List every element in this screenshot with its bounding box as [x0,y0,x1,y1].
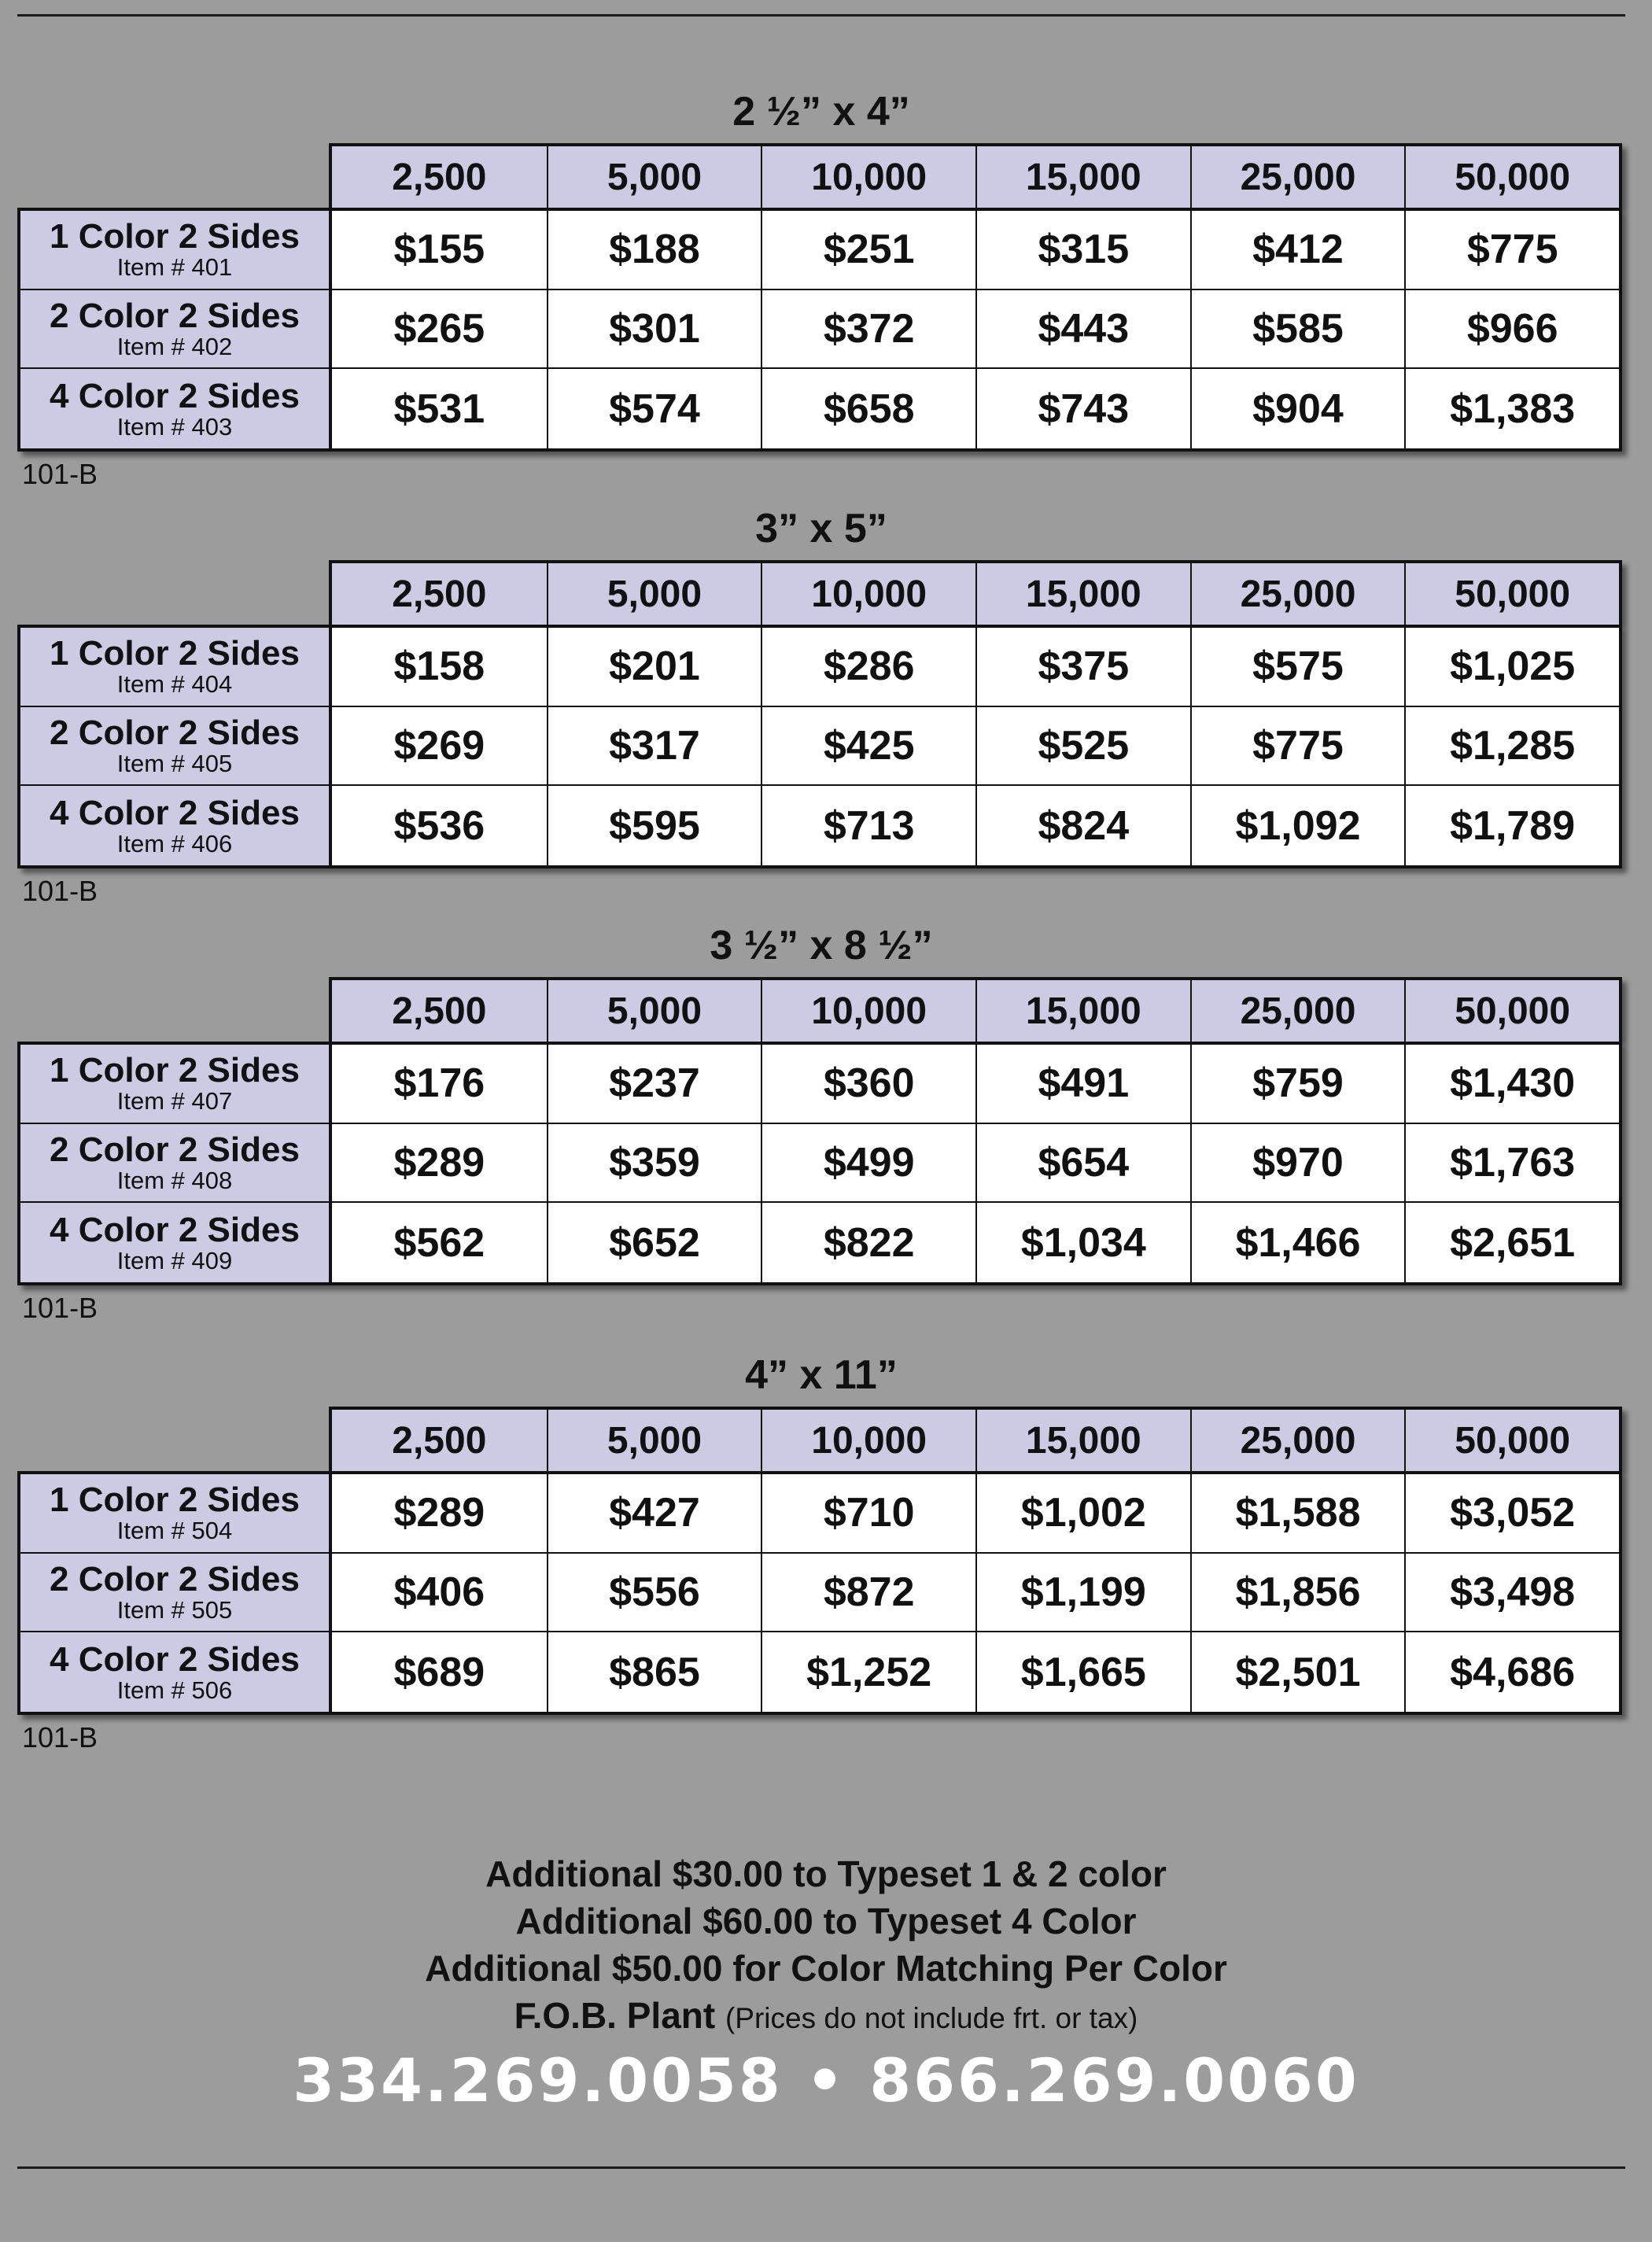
product-code: 101-B [22,458,98,490]
row-label [20,786,332,865]
price-cell: $966 [1404,290,1619,370]
color-option-label: 4 Color 2 Sides [50,793,300,832]
row-label [20,369,332,448]
item-number: Item # 504 [116,1517,233,1545]
price-table [17,1471,1622,1715]
price-cell: $372 [761,290,975,370]
price-table [17,625,1622,868]
quantity-header [329,1407,1622,1471]
price-cell: $710 [761,1474,975,1554]
color-matching-note: Additional $50.00 for Color Matching Per Color [425,1948,1227,1989]
price-cell: $315 [975,211,1190,290]
color-option-label: 2 Color 2 Sides [50,1130,300,1169]
footer [0,1850,1652,2115]
size-title: 3 ½” x 8 ½” [710,923,933,968]
fob-note: (Prices do not include frt. or tax) [725,2002,1138,2034]
price-cell: $574 [547,369,761,448]
row-label [20,1474,332,1554]
price-cell: $536 [393,802,485,849]
price-cell: $1,252 [761,1632,975,1712]
price-cell: $286 [761,628,975,707]
size-title: 4” x 11” [745,1352,898,1398]
price-cell: $1,665 [975,1632,1190,1712]
price-cell: $689 [393,1649,485,1695]
quantity-header-cell: 50,000 [1404,1410,1619,1471]
color-option-label: 1 Color 2 Sides [50,634,300,673]
quantity-header-cell: 15,000 [975,980,1190,1042]
quantity-header-cell: 2,500 [392,990,487,1032]
price-cell: $743 [975,369,1190,448]
row-label [20,628,332,707]
size-title: 2 ½” x 4” [732,89,910,135]
price-cell: $658 [761,369,975,448]
price-cell: $1,199 [975,1554,1190,1633]
bottom-rule [17,2166,1625,2169]
price-cell: $1,588 [1190,1474,1405,1554]
quantity-header-cell: 5,000 [547,146,761,208]
row-label [20,1045,332,1124]
price-cell: $301 [547,290,761,370]
row-label [20,707,332,787]
quantity-header [329,977,1622,1042]
quantity-header-cell: 5,000 [547,980,761,1042]
price-cell: $427 [547,1474,761,1554]
price-cell: $4,686 [1404,1632,1619,1712]
item-number: Item # 409 [116,1246,233,1274]
price-cell: $654 [975,1124,1190,1204]
price-cell: $269 [332,707,547,787]
quantity-header-cell: 50,000 [1404,146,1619,208]
item-number: Item # 407 [116,1087,233,1115]
size-title: 3” x 5” [755,506,887,551]
price-cell: $499 [761,1124,975,1204]
price-cell: $970 [1190,1124,1405,1204]
quantity-header-cell: 15,000 [975,563,1190,625]
price-cell: $1,856 [1190,1554,1405,1633]
item-number: Item # 402 [116,332,233,360]
price-cell: $360 [761,1045,975,1124]
quantity-header-cell: 10,000 [761,563,975,625]
quantity-header-cell: 25,000 [1190,563,1405,625]
price-cell: $1,789 [1404,786,1619,865]
top-rule [17,14,1625,17]
price-cell: $562 [393,1219,485,1266]
price-cell: $3,498 [1404,1554,1619,1633]
quantity-header-cell: 10,000 [761,1410,975,1471]
price-cell: $443 [975,290,1190,370]
price-cell: $265 [332,290,547,370]
color-option-label: 4 Color 2 Sides [50,376,300,415]
price-cell: $2,501 [1190,1632,1405,1712]
price-cell: $525 [975,707,1190,787]
price-cell: $1,025 [1404,628,1619,707]
price-cell: $289 [332,1474,547,1554]
price-cell: $1,466 [1190,1203,1405,1282]
price-cell: $188 [547,211,761,290]
price-cell: $412 [1190,211,1405,290]
color-option-label: 2 Color 2 Sides [50,296,300,335]
price-cell: $759 [1190,1045,1405,1124]
row-label [20,211,332,290]
color-option-label: 4 Color 2 Sides [50,1639,300,1679]
price-cell: $251 [761,211,975,290]
price-cell: $491 [975,1045,1190,1124]
price-cell: $575 [1190,628,1405,707]
price-cell: $822 [761,1203,975,1282]
color-option-label: 2 Color 2 Sides [50,1559,300,1599]
quantity-header-cell: 2,500 [392,156,487,198]
color-option-label: 4 Color 2 Sides [50,1210,300,1249]
product-code: 101-B [22,875,98,907]
price-cell: $865 [547,1632,761,1712]
item-number: Item # 406 [116,829,233,857]
product-code: 101-B [22,1292,98,1324]
color-option-label: 1 Color 2 Sides [50,217,300,256]
price-cell: $585 [1190,290,1405,370]
item-number: Item # 404 [116,670,233,699]
color-option-label: 2 Color 2 Sides [50,713,300,752]
quantity-header-cell: 5,000 [547,1410,761,1471]
row-label [20,1632,332,1712]
row-label [20,1554,332,1633]
price-cell: $406 [332,1554,547,1633]
item-number: Item # 408 [116,1166,233,1194]
price-cell: $176 [332,1045,547,1124]
color-option-label: 1 Color 2 Sides [50,1481,300,1520]
price-cell: $289 [332,1124,547,1204]
price-cell: $775 [1190,707,1405,787]
product-code: 101-B [22,1721,98,1753]
price-table [17,208,1622,452]
row-label [20,1124,332,1204]
item-number: Item # 506 [116,1676,233,1704]
price-cell: $531 [393,385,485,432]
price-cell: $3,052 [1404,1474,1619,1554]
row-label [20,1203,332,1282]
fob-line [0,1992,1652,2042]
price-cell: $1,430 [1404,1045,1619,1124]
price-cell: $201 [547,628,761,707]
price-cell: $425 [761,707,975,787]
typeset-4-color-note: Additional $60.00 to Typeset 4 Color [515,1901,1137,1941]
price-cell: $237 [547,1045,761,1124]
price-cell: $1,034 [975,1203,1190,1282]
quantity-header-cell: 15,000 [975,146,1190,208]
quantity-header [329,560,1622,625]
price-cell: $775 [1404,211,1619,290]
quantity-header-cell: 10,000 [761,980,975,1042]
quantity-header-cell: 2,500 [392,573,487,615]
price-cell: $872 [761,1554,975,1633]
typeset-1-2-color-note: Additional $30.00 to Typeset 1 & 2 color [485,1853,1167,1894]
price-cell: $375 [975,628,1190,707]
price-cell: $1,092 [1190,786,1405,865]
item-number: Item # 403 [116,412,233,441]
item-number: Item # 401 [116,253,233,282]
price-cell: $595 [547,786,761,865]
price-cell: $556 [547,1554,761,1633]
quantity-header-cell: 50,000 [1404,563,1619,625]
price-cell: $904 [1190,369,1405,448]
quantity-header-cell: 25,000 [1190,980,1405,1042]
price-cell: $652 [547,1203,761,1282]
price-cell: $1,285 [1404,707,1619,787]
item-number: Item # 505 [116,1595,233,1624]
price-cell: $359 [547,1124,761,1204]
price-cell: $713 [761,786,975,865]
quantity-header-cell: 15,000 [975,1410,1190,1471]
price-cell: $1,763 [1404,1124,1619,1204]
quantity-header-cell: 2,500 [392,1419,487,1462]
price-cell: $155 [332,211,547,290]
color-option-label: 1 Color 2 Sides [50,1051,300,1090]
quantity-header-cell: 5,000 [547,563,761,625]
price-cell: $2,651 [1404,1203,1619,1282]
price-cell: $1,383 [1404,369,1619,448]
item-number: Item # 405 [116,749,233,777]
row-label [20,290,332,370]
price-table [17,1042,1622,1285]
phone-numbers[interactable]: 334.269.0058 • 866.269.0060 [293,2045,1359,2115]
quantity-header-cell: 10,000 [761,146,975,208]
price-cell: $158 [332,628,547,707]
quantity-header-cell: 25,000 [1190,146,1405,208]
price-cell: $824 [975,786,1190,865]
quantity-header [329,143,1622,208]
fob-label: F.O.B. Plant [514,1995,716,2036]
quantity-header-cell: 25,000 [1190,1410,1405,1471]
price-cell: $1,002 [975,1474,1190,1554]
quantity-header-cell: 50,000 [1404,980,1619,1042]
price-cell: $317 [547,707,761,787]
